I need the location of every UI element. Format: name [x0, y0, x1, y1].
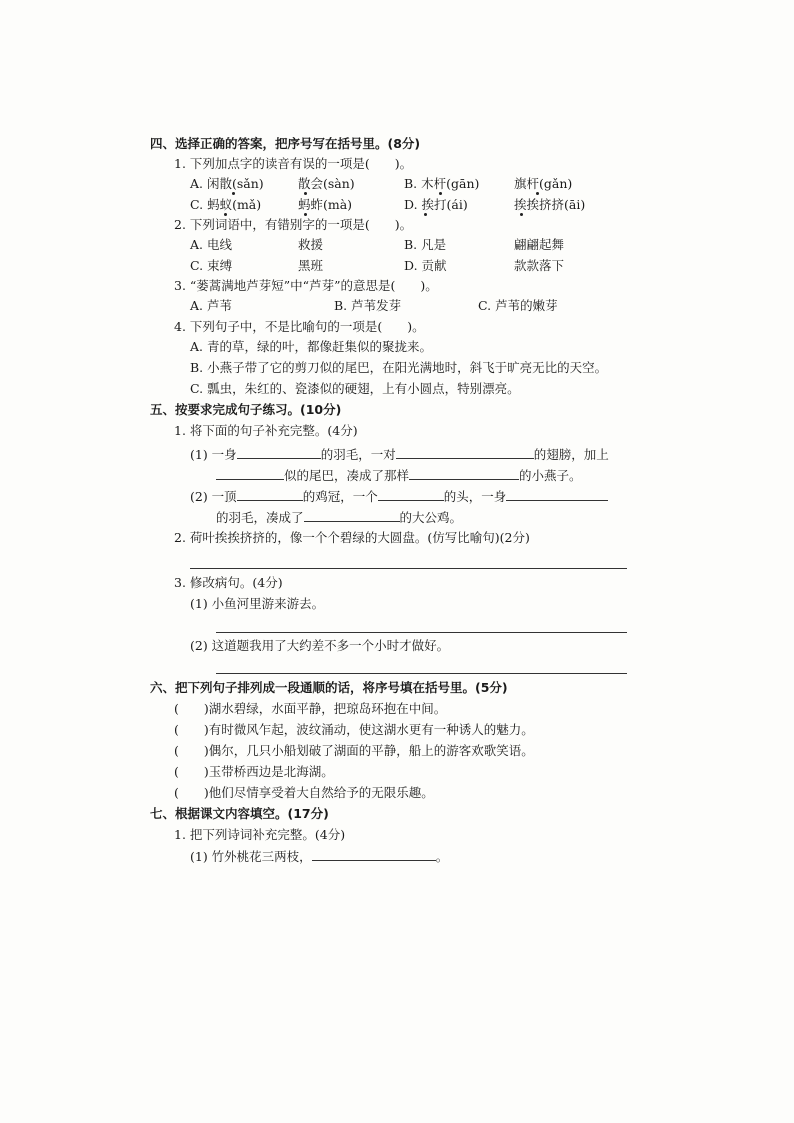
section-4-title: 四、选择正确的答案，把序号写在括号里。(8分)	[150, 136, 421, 151]
q5-2-stem: 2. 荷叶挨挨挤挤的，像一个个碧绿的大圆盘。(仿写比喻句)(2分)	[174, 530, 530, 545]
answer-blank[interactable]	[304, 509, 400, 522]
q5-1-text: (2) 一顶	[190, 489, 237, 504]
q4-1-option-c2: 蚂蚱(mà)	[298, 197, 353, 212]
q5-1-text: 的大公鸡。	[399, 510, 463, 525]
s6-item: ( )他们尽情享受着大自然给予的无限乐趣。	[174, 785, 434, 800]
q4-3-stem: 3. “蒌蒿满地芦芽短”中“芦芽”的意思是( )。	[174, 278, 438, 293]
q5-1-text: (1) 一身	[190, 447, 237, 462]
q7-1-stem: 1. 把下列诗词补充完整。(4分)	[174, 827, 346, 842]
s6-item: ( )玉带桥西边是北海湖。	[174, 764, 334, 779]
q4-1-option-a1: A. 闲散(sǎn)	[190, 176, 264, 191]
answer-blank[interactable]	[312, 848, 436, 861]
q4-1-stem: 1. 下列加点字的读音有误的一项是( )。	[174, 156, 413, 171]
s6-item: ( )偶尔，几只小船划破了湖面的平静，船上的游客欢歌笑语。	[174, 743, 534, 758]
emphasis-dot	[304, 192, 307, 195]
q5-1-line-4	[216, 509, 462, 526]
section-5-title: 五、按要求完成句子练习。(10分)	[150, 402, 342, 417]
q4-1-option-d2: 挨挨挤挤(āi)	[514, 197, 586, 212]
q5-1-text: 的小燕子。	[519, 468, 582, 483]
q5-1-line-2	[216, 467, 582, 484]
q4-2-option-d1: D. 贡献	[404, 258, 447, 273]
q5-3-item-2: (2) 这道题我用了大约差不多一个小时才做好。	[190, 638, 450, 653]
answer-line[interactable]	[190, 568, 627, 569]
q5-3-item-1: (1) 小鱼河里游来游去。	[190, 596, 325, 611]
section-6-title: 六、把下列句子排列成一段通顺的话，将序号填在括号里。(5分)	[150, 680, 508, 695]
answer-blank[interactable]	[506, 488, 608, 501]
emphasis-dot	[304, 213, 307, 216]
s6-item: ( )有时微风乍起，波纹涌动，使这湖水更有一种诱人的魅力。	[174, 722, 534, 737]
q5-1-text: 似的尾巴，凑成了那样	[284, 468, 410, 483]
q4-1-option-a2: 散会(sàn)	[298, 176, 355, 191]
q4-1-option-b2: 旗杆(gǎn)	[514, 176, 573, 191]
q5-1-stem: 1. 将下面的句子补充完整。(4分)	[174, 423, 358, 438]
answer-blank[interactable]	[396, 446, 534, 459]
q5-1-text: 的羽毛，凑成了	[216, 510, 304, 525]
q7-1-text: (1) 竹外桃花三两枝，	[190, 849, 312, 864]
q4-2-option-a1: A. 电线	[190, 237, 232, 252]
answer-blank[interactable]	[237, 446, 321, 459]
answer-line[interactable]	[216, 673, 627, 674]
q5-1-line-3	[190, 488, 608, 505]
answer-line[interactable]	[216, 632, 627, 633]
q4-4-option-c: C. 瓢虫，朱红的、瓷漆似的硬翅，上有小圆点，特别漂亮。	[190, 381, 520, 396]
emphasis-dot	[424, 213, 427, 216]
q4-2-option-d2: 款款落下	[514, 258, 565, 273]
q4-3-option-b: B. 芦苇发芽	[334, 298, 402, 313]
q5-1-text: 的头，一身	[443, 489, 507, 504]
q4-2-option-b2: 翩翩起舞	[514, 237, 565, 252]
q4-2-option-b1: B. 凡是	[404, 237, 447, 252]
q5-1-text: 的翅膀，加上	[533, 447, 609, 462]
answer-blank[interactable]	[409, 467, 519, 480]
q7-1-line	[190, 848, 448, 865]
emphasis-dot	[224, 213, 227, 216]
emphasis-dot	[536, 192, 539, 195]
q4-4-option-a: A. 青的草，绿的叶，都像赶集似的聚拢来。	[190, 339, 432, 354]
answer-blank[interactable]	[216, 467, 284, 480]
q4-2-option-c1: C. 束缚	[190, 258, 233, 273]
q4-2-stem: 2. 下列词语中，有错别字的一项是( )。	[174, 217, 413, 232]
q4-4-stem: 4. 下列句子中，不是比喻句的一项是( )。	[174, 319, 425, 334]
answer-blank[interactable]	[237, 488, 303, 501]
q4-1-option-c1: C. 蚂蚁(mǎ)	[190, 197, 262, 212]
q5-1-text: 的羽毛，一对	[320, 447, 396, 462]
q4-2-option-c2: 黑班	[298, 258, 324, 273]
q5-1-text: 的鸡冠，一个	[302, 489, 378, 504]
emphasis-dot	[439, 192, 442, 195]
q4-3-option-c: C. 芦苇的嫩芽	[478, 298, 558, 313]
emphasis-dot	[232, 192, 235, 195]
q7-1-text: 。	[435, 849, 449, 864]
q4-3-option-a: A. 芦苇	[190, 298, 232, 313]
q4-4-option-b: B. 小燕子带了它的剪刀似的尾巴，在阳光满地时，斜飞于旷亮无比的天空。	[190, 360, 608, 375]
q5-3-stem: 3. 修改病句。(4分)	[174, 575, 283, 590]
q4-2-option-a2: 救援	[298, 237, 324, 252]
q4-1-option-b1: B. 木杆(gān)	[404, 176, 480, 191]
q4-1-option-d1: D. 挨打(ái)	[404, 197, 468, 212]
q5-1-line-1	[190, 446, 609, 463]
section-7-title: 七、根据课文内容填空。(17分)	[150, 806, 329, 821]
s6-item: ( )湖水碧绿，水面平静，把琼岛环抱在中间。	[174, 701, 447, 716]
emphasis-dot	[520, 213, 523, 216]
answer-blank[interactable]	[378, 488, 444, 501]
